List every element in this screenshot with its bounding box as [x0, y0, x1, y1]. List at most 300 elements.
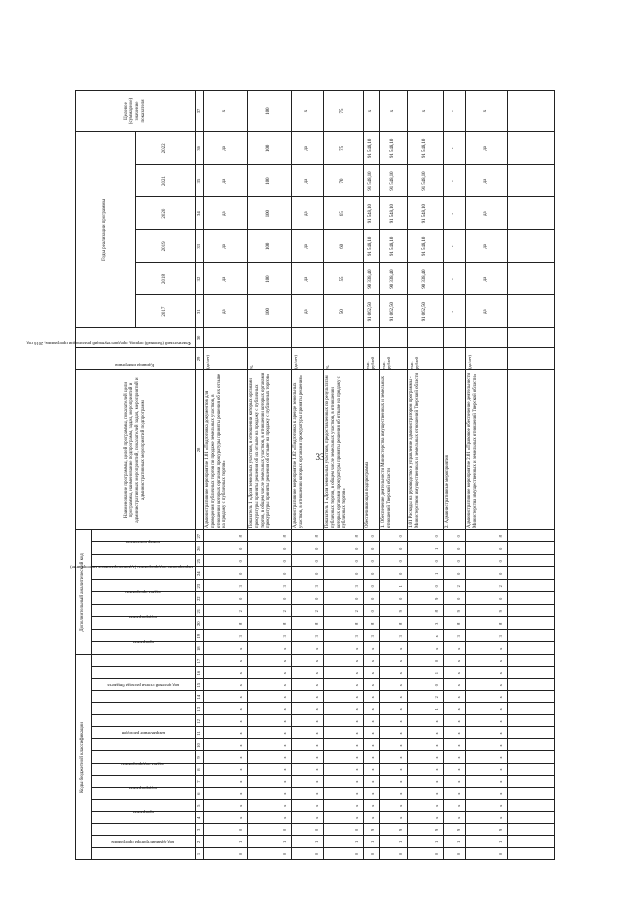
row-value: 91 548,10 [390, 138, 395, 158]
code-digit: х [282, 804, 287, 807]
column-number: 2 [196, 840, 201, 844]
unit-header: Единица измерения [115, 363, 155, 368]
code-digit: 0 [238, 547, 243, 550]
code-digit: х [314, 780, 319, 783]
row-value: да [222, 178, 227, 184]
code-digit: х [456, 792, 461, 795]
row-divider [443, 90, 444, 860]
year-header: 2017 [162, 306, 168, 317]
row-unit: (да/нет) [205, 355, 210, 369]
code-digit: 8 [354, 535, 359, 538]
row-value: да [483, 146, 488, 151]
code-digit: х [498, 720, 503, 723]
budget-codes-line [91, 655, 92, 860]
code-digit: х [398, 768, 403, 771]
code-digit: х [398, 647, 403, 650]
dec-code-header: Дополнительный аналитический код [80, 553, 86, 632]
row-value: да [483, 178, 488, 184]
column-number: 21 [196, 608, 201, 614]
code-digit: 0 [370, 547, 375, 550]
code-digit: х [498, 659, 503, 663]
column-number: 14 [196, 694, 201, 700]
row-target: х [304, 109, 309, 113]
row-divider [407, 90, 408, 860]
code-digit: 0 [238, 828, 243, 831]
code-digit: 0 [282, 828, 287, 831]
code-digit: х [370, 720, 375, 723]
code-digit: х [498, 672, 503, 675]
column-number: 22 [196, 596, 201, 602]
row-name: 2. Административные мероприятия [445, 455, 450, 528]
code-digit: х [398, 756, 403, 759]
row-target: х [222, 109, 227, 113]
code-digit: 8 [456, 622, 461, 625]
column-number: 30 [196, 335, 201, 341]
code-digit: 8 [282, 535, 287, 538]
code-digit: 1 [434, 672, 439, 675]
code-digit: х [354, 696, 359, 699]
row-name: Административное мероприятие 2.01 «Правовое обеспечение деятельности Министерства имущественных и земельных отношений Тверской области» [467, 372, 478, 528]
code-digit: х [238, 708, 243, 711]
code-digit: 1 [434, 708, 439, 711]
code-digit: 8 [354, 622, 359, 625]
code-digit: 0 [398, 560, 403, 563]
code-digit: 9 [434, 828, 439, 831]
code-digit: 2 [314, 610, 319, 613]
row-unit: (да/нет) [467, 355, 472, 369]
row-name: 1. Обеспечение деятельности Министерства имущественных и земельных отношений Тверской области [381, 376, 392, 528]
code-digit: 0 [456, 572, 461, 575]
column-number: 17 [196, 658, 201, 664]
code-digit: 9 [456, 828, 461, 831]
code-digit: 3 [354, 585, 359, 588]
code-digit: 1 [498, 840, 503, 844]
row-target: х [483, 109, 488, 113]
code-digit: 9 [498, 610, 503, 613]
code-digit: х [434, 816, 439, 819]
code-digit: х [314, 804, 319, 807]
code-digit: х [398, 744, 403, 747]
code-digit: х [370, 768, 375, 771]
row-value: да [222, 146, 227, 151]
code-digit: х [456, 659, 461, 663]
row-target: х [368, 109, 373, 113]
code-digit: 1 [314, 840, 319, 844]
year-header: 2020 [162, 208, 168, 219]
code-digit: х [456, 696, 461, 699]
code-digit: х [282, 696, 287, 699]
code-digit: х [238, 816, 243, 819]
column-number: 15 [196, 682, 201, 688]
code-digit: х [354, 732, 359, 735]
code-digit: х [398, 732, 403, 735]
code-digit: х [456, 744, 461, 747]
code-digit: 9 [498, 828, 503, 831]
code-digit: 1 [238, 840, 243, 844]
code-digit: х [434, 780, 439, 783]
year-header: 2021 [162, 176, 168, 187]
code-digit: х [238, 696, 243, 699]
code-digit: 2 [282, 610, 287, 613]
code-digit: х [354, 768, 359, 771]
code-digit: х [370, 816, 375, 819]
code-digit: х [498, 708, 503, 711]
code-digit: х [282, 768, 287, 771]
code-digit: х [354, 756, 359, 759]
divider-unit [75, 347, 555, 348]
code-digit: 0 [434, 585, 439, 588]
row-value: да [222, 211, 227, 216]
row-value: да [483, 211, 488, 216]
code-digit: 3 [498, 635, 503, 638]
code-digit: х [434, 635, 439, 638]
row-value: 91 548,10 [368, 138, 373, 158]
row-value: да [222, 276, 227, 282]
row-value: 91 548,10 [390, 236, 395, 256]
code-digit: х [370, 756, 375, 759]
column-number: 5 [196, 804, 201, 807]
row-value: да [483, 276, 488, 282]
code-digit: 0 [238, 852, 243, 856]
code-digit: 0 [434, 535, 439, 538]
code-digit: х [282, 756, 287, 759]
row-value: 100 [266, 210, 271, 218]
column-number: 29 [196, 356, 201, 362]
code-digit: х [238, 647, 243, 650]
code-digit: х [354, 744, 359, 747]
code-digit: х [314, 708, 319, 711]
page-number: 33 [315, 452, 325, 462]
code-digit: 8 [314, 622, 319, 625]
row-value: 91 548,10 [422, 204, 427, 224]
row-value: да [304, 244, 309, 249]
code-digit: 0 [434, 684, 439, 687]
code-digit: х [398, 792, 403, 795]
row-unit: тыс. рублей [409, 356, 420, 369]
code-digit: 0 [498, 547, 503, 550]
row-value: 91 062,50 [390, 302, 395, 322]
row-divider [247, 90, 248, 860]
row-value: 91 548,10 [390, 171, 395, 191]
target-value-header: Целевое (суммарное) значение показателя [123, 97, 146, 125]
code-digit: х [238, 768, 243, 771]
code-digit: х [314, 744, 319, 747]
column-number: 23 [196, 583, 201, 589]
row-value: 75 [340, 145, 345, 151]
row-value: да [222, 244, 227, 249]
code-digit: х [456, 804, 461, 807]
code-digit: х [456, 672, 461, 675]
code-digit: х [238, 672, 243, 675]
code-digit: х [498, 792, 503, 795]
code-digit: х [282, 744, 287, 747]
code-digit: 3 [398, 635, 403, 638]
code-digit: х [498, 804, 503, 807]
program-table [26, 90, 555, 860]
code-digit: х [434, 744, 439, 747]
row-value: да [222, 309, 227, 314]
code-digit: х [354, 816, 359, 819]
code-subheader: номер показателя [125, 540, 161, 545]
dec-code-line [91, 530, 92, 655]
column-number: 13 [196, 706, 201, 712]
column-number: 34 [196, 211, 201, 216]
row-value: 60 [340, 243, 345, 249]
code-digit: 0 [498, 597, 503, 600]
code-digit: 0 [370, 535, 375, 538]
code-digit: х [498, 744, 503, 747]
row-value: 100 [266, 242, 271, 250]
row-value: да [304, 276, 309, 282]
code-digit: х [238, 744, 243, 747]
code-digit: х [238, 659, 243, 663]
column-number: 19 [196, 633, 201, 639]
row-target: х [422, 109, 427, 113]
row-unit: тыс. рублей [365, 356, 376, 369]
code-digit: х [314, 647, 319, 650]
column-number: 37 [196, 108, 201, 114]
code-digit: х [434, 732, 439, 735]
code-digit: х [498, 756, 503, 759]
code-subheader: подпрограмма [128, 785, 158, 791]
divider-name [75, 369, 555, 370]
code-subheader: мероприятие подпрограммы (административное мероприятие) [70, 565, 193, 570]
code-digit: х [354, 672, 359, 675]
code-digit: 0 [398, 547, 403, 550]
code-digit: х [456, 647, 461, 650]
code-digit: 1 [434, 840, 439, 844]
row-value: - [451, 180, 456, 182]
code-digit: 0 [370, 572, 375, 575]
code-digit: 0 [282, 597, 287, 600]
code-digit: х [370, 744, 375, 747]
code-digit: 0 [370, 610, 375, 613]
code-digit: 0 [238, 572, 243, 575]
name-column-header: Наименование программы, целей программы, показателей цели программы, наименование подпрограмм, задач, мероприятий и административных мероприятий, показателей задач, мероприятий и административных мероприятий подпрограмм [123, 377, 146, 523]
code-digit: х [456, 780, 461, 783]
code-digit: х [398, 780, 403, 783]
code-digit: 8 [238, 622, 243, 625]
code-digit: х [370, 732, 375, 735]
code-digit: 0 [456, 535, 461, 538]
code-digit: х [282, 672, 287, 675]
row-divider [363, 90, 364, 860]
code-digit: х [498, 696, 503, 699]
code-digit: х [398, 684, 403, 687]
code-digit: 0 [282, 560, 287, 563]
column-number: 33 [196, 244, 201, 249]
code-digit: 8 [398, 622, 403, 625]
row-value: 100 [266, 308, 271, 316]
column-number: 35 [196, 178, 201, 184]
column-number: 10 [196, 743, 201, 748]
code-digit: х [498, 768, 503, 771]
code-digit: 0 [314, 572, 319, 575]
code-digit: 0 [370, 852, 375, 856]
code-digit: 8 [434, 610, 439, 613]
row-value: да [304, 178, 309, 184]
column-number: 27 [196, 533, 201, 539]
row-value: 70 [340, 178, 345, 184]
code-digit: х [370, 792, 375, 795]
code-digit: 0 [354, 828, 359, 831]
row-value: 90 338,40 [390, 269, 395, 289]
row-unit: % [325, 365, 330, 369]
code-digit: 0 [370, 585, 375, 588]
column-number: 18 [196, 646, 201, 652]
code-digit: х [238, 756, 243, 759]
code-digit: х [314, 696, 319, 699]
code-digit: х [314, 684, 319, 687]
column-number: 6 [196, 792, 201, 795]
code-digit: х [456, 768, 461, 771]
code-subheader: программа [132, 640, 154, 645]
code-digit: 0 [238, 597, 243, 600]
row-value: - [451, 278, 456, 280]
row-value: да [483, 244, 488, 249]
code-digit: 8 [238, 535, 243, 538]
code-subheader: программа [132, 809, 154, 815]
code-digit: 2 [238, 610, 243, 613]
code-digit: 3 [282, 635, 287, 638]
code-digit: х [282, 708, 287, 711]
code-digit: х [370, 780, 375, 783]
code-digit: 9 [434, 597, 439, 600]
code-digit: х [238, 804, 243, 807]
code-digit: 3 [354, 635, 359, 638]
row-unit: тыс. рублей [381, 356, 392, 369]
code-digit: х [398, 696, 403, 699]
code-digit: 3 [434, 622, 439, 625]
code-digit: х [434, 756, 439, 759]
row-value: 50 [340, 309, 345, 315]
code-digit: 3 [370, 635, 375, 638]
row-name: Административное мероприятие 1.02 «Подготовка к аренде земельных участков, в отношении которых органами прокуратуры приняты решения» [293, 375, 304, 528]
code-digit: 0 [238, 560, 243, 563]
code-digit: 8 [314, 535, 319, 538]
row-divider [507, 90, 508, 860]
column-number: 8 [196, 768, 201, 771]
row-value: - [451, 310, 456, 313]
code-digit: 1 [398, 840, 403, 844]
code-digit: х [282, 647, 287, 650]
code-digit: х [314, 720, 319, 723]
code-digit: 2 [498, 585, 503, 588]
column-number: 32 [196, 276, 201, 282]
code-digit: х [498, 647, 503, 650]
code-digit: 9 [398, 610, 403, 613]
code-digit: х [398, 720, 403, 723]
column-number: 11 [196, 731, 201, 736]
code-digit: 0 [456, 597, 461, 600]
year-header: 2019 [162, 241, 168, 252]
row-value: да [304, 211, 309, 216]
code-digit: х [314, 672, 319, 675]
code-digit: 1 [456, 840, 461, 844]
column-number: 12 [196, 719, 201, 724]
code-digit: 0 [282, 547, 287, 550]
row-value: 100 [266, 275, 271, 283]
row-value: 91 548,10 [368, 204, 373, 224]
column-number: 7 [196, 780, 201, 783]
row-name: Показатель 1 «Доля земельных участков, в отношении которых органами прокуратуры приняты решения об их отзыве на продажу с публичных торгов, в общем числе земельных участков, в отношении которых органами прокуратуры приняты решения об отзыве на продажу с публичных торгов» [249, 372, 272, 528]
code-digit: х [314, 816, 319, 819]
code-digit: 0 [398, 852, 403, 856]
row-name: Показатель 1 «Доля земельных участков, предоставленных по результатам публичных торгов, в общем числе земельных участков, в отношении которых органами прокуратуры приняты решения об отзыве на продажу с публичных торгов» [325, 375, 348, 528]
code-digit: 0 [398, 535, 403, 538]
row-value: 91 548,10 [390, 204, 395, 224]
years-title: Годы реализации программы [102, 199, 108, 261]
code-digit: х [238, 792, 243, 795]
code-digit: х [282, 792, 287, 795]
column-number: 25 [196, 558, 201, 564]
year-header: 2018 [162, 274, 168, 285]
code-digit: х [314, 768, 319, 771]
row-value: 55 [340, 276, 345, 282]
code-digit: 3 [238, 585, 243, 588]
code-digit: 2 [434, 696, 439, 699]
code-digit: 0 [282, 572, 287, 575]
column-number: 36 [196, 146, 201, 151]
code-subheader: направление расходов [121, 731, 165, 737]
year-header: 2022 [162, 143, 168, 154]
base-year-header: Фактический (базовый) период, предшествующий реализации программы, 2016 год [26, 341, 191, 346]
code-digit: 1 [434, 572, 439, 575]
row-target: 75 [340, 108, 345, 114]
code-digit: х [314, 756, 319, 759]
code-digit: х [282, 732, 287, 735]
column-number: 1 [196, 852, 201, 856]
col-number-line [203, 90, 204, 860]
row-unit: (да/нет) [293, 355, 298, 369]
code-digit: х [370, 696, 375, 699]
row-name: 1.01 Расходы на руководство и управление администратором программы - Министерством имущественных и земельных отношений Тверской области [409, 372, 420, 528]
code-digit: х [398, 708, 403, 711]
code-digit: 3 [456, 635, 461, 638]
code-digit: х [238, 684, 243, 687]
row-divider [323, 90, 324, 860]
code-digit: 0 [370, 597, 375, 600]
code-digit: 0 [314, 560, 319, 563]
code-digit: х [354, 647, 359, 650]
code-digit: 0 [434, 659, 439, 663]
row-value: 91 548,10 [422, 236, 427, 256]
code-digit: х [282, 720, 287, 723]
code-digit: 2 [354, 610, 359, 613]
column-number: 4 [196, 816, 201, 819]
code-digit: х [434, 804, 439, 807]
code-digit: 1 [282, 840, 287, 844]
code-digit: 0 [434, 560, 439, 563]
code-digit: 8 [498, 622, 503, 625]
code-digit: 9 [370, 828, 375, 831]
code-digit: х [498, 732, 503, 735]
code-digit: х [314, 792, 319, 795]
code-digit: 0 [354, 597, 359, 600]
code-digit: 0 [354, 852, 359, 856]
code-digit: 3 [314, 585, 319, 588]
code-digit: 0 [354, 547, 359, 550]
code-digit: х [314, 732, 319, 735]
code-digit: х [370, 684, 375, 687]
code-digit: 3 [282, 585, 287, 588]
row-name: Обеспечивающая подпрограмма [365, 461, 370, 528]
code-digit: х [354, 720, 359, 723]
code-digit: х [354, 792, 359, 795]
code-digit: 2 [456, 585, 461, 588]
code-digit: х [370, 708, 375, 711]
code-digit: х [498, 816, 503, 819]
